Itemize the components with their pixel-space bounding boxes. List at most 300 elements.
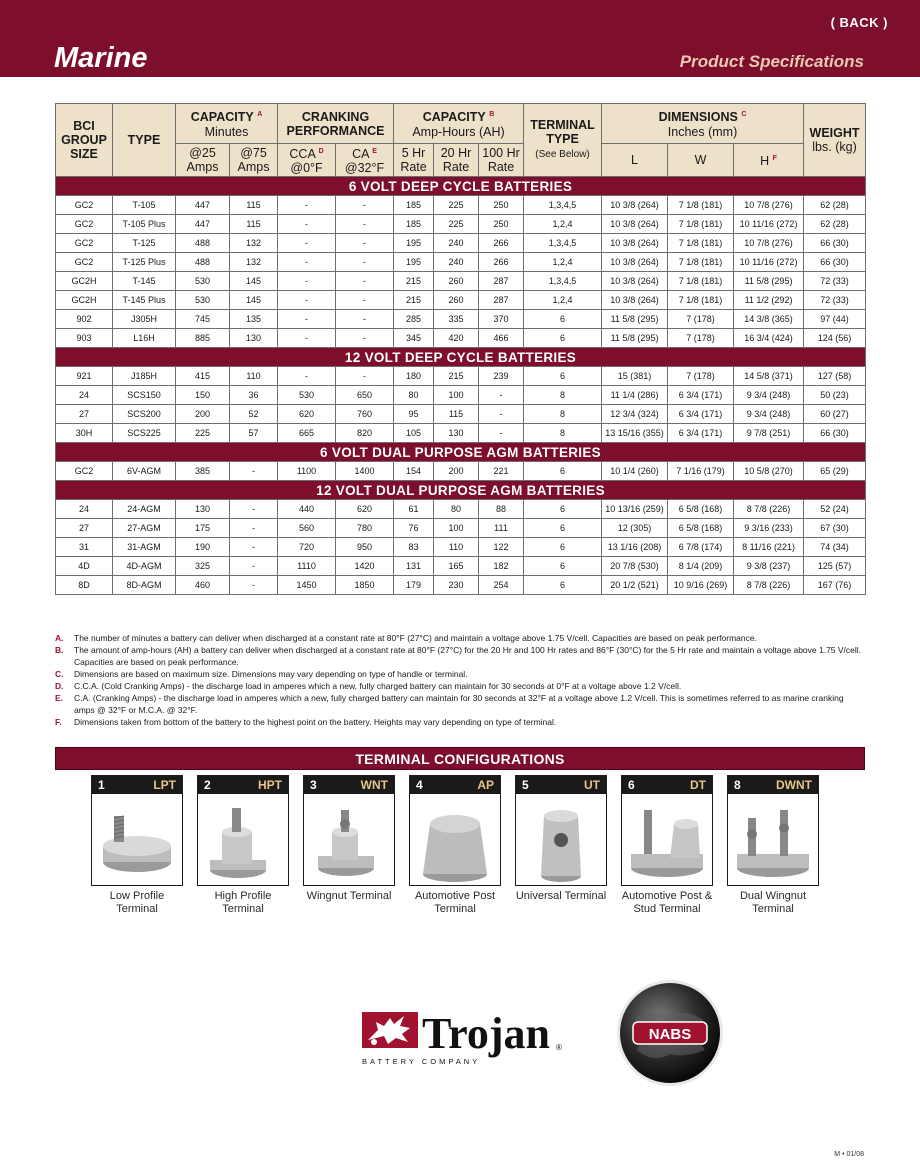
terminal-code: WNT: [360, 778, 388, 792]
table-cell: -: [278, 253, 336, 272]
footnote-text: The number of minutes a battery can deliver when discharged at a constant rate at 80°F (27°C) and maintain a voltage above 1.75 V/cell. Capacities are based on peak performance.: [74, 633, 757, 643]
table-cell: GC2: [56, 215, 113, 234]
table-cell: 215: [394, 291, 434, 310]
col-capacity-min: CAPACITY $^A$ Minutes: [176, 104, 278, 144]
table-cell: 130: [434, 424, 479, 443]
table-cell: 95: [394, 405, 434, 424]
table-cell: 10 1/4 (260): [602, 462, 668, 481]
section-title: 12 VOLT DUAL PURPOSE AGM BATTERIES: [56, 481, 866, 500]
table-row: [56, 272, 866, 291]
table-cell: 10 3/8 (264): [602, 291, 668, 310]
table-cell: 83: [394, 538, 434, 557]
table-row: [56, 367, 866, 386]
table-cell: -: [336, 253, 394, 272]
table-cell: GC2: [56, 234, 113, 253]
terminal-number: 2: [204, 778, 211, 792]
table-row: [56, 291, 866, 310]
table-cell: 650: [336, 386, 394, 405]
spec-table: [55, 103, 866, 595]
footnote-letter: C.: [55, 669, 64, 679]
terminal-box: [515, 775, 607, 886]
table-cell: 74 (34): [804, 538, 866, 557]
table-cell: 31-AGM: [113, 538, 176, 557]
back-link[interactable]: ( BACK ): [830, 15, 888, 30]
section-header: [56, 177, 866, 196]
col-20hr: 20 Hr Rate: [434, 144, 479, 177]
table-cell: 110: [230, 367, 278, 386]
terminal-tab: [410, 776, 500, 794]
table-row: [56, 538, 866, 557]
terminal-box: [409, 775, 501, 886]
terminal-box: [91, 775, 183, 886]
table-cell: 620: [278, 405, 336, 424]
section-title: 12 VOLT DEEP CYCLE BATTERIES: [56, 348, 866, 367]
col-bci: BCI GROUP SIZE: [56, 104, 113, 177]
table-cell: 415: [176, 367, 230, 386]
terminal-box: [727, 775, 819, 886]
table-cell: 10 7/8 (276): [734, 234, 804, 253]
table-cell: 560: [278, 519, 336, 538]
table-cell: 240: [434, 234, 479, 253]
col-width: W: [668, 144, 734, 177]
table-cell: 135: [230, 310, 278, 329]
table-cell: 10 11/16 (272): [734, 215, 804, 234]
terminal-card: [515, 775, 607, 903]
table-row: [56, 234, 866, 253]
col-5hr: 5 Hr Rate: [394, 144, 434, 177]
table-cell: -: [278, 310, 336, 329]
table-cell: T-145: [113, 272, 176, 291]
table-cell: 88: [479, 500, 524, 519]
wingnut-terminal-icon: [304, 794, 394, 886]
table-cell: 239: [479, 367, 524, 386]
table-cell: 488: [176, 234, 230, 253]
terminal-card: [409, 775, 501, 916]
terminal-label: Automotive Post Terminal: [414, 890, 496, 915]
terminal-label: Wingnut Terminal: [306, 890, 392, 902]
table-cell: GC2: [56, 196, 113, 215]
table-cell: 6: [524, 538, 602, 557]
table-cell: 9 3/16 (233): [734, 519, 804, 538]
terminal-tab: [198, 776, 288, 794]
table-cell: 111: [479, 519, 524, 538]
terminal-tab: [304, 776, 394, 794]
table-cell: 4D-AGM: [113, 557, 176, 576]
table-cell: 7 1/8 (181): [668, 196, 734, 215]
table-cell: 195: [394, 253, 434, 272]
table-cell: 6: [524, 462, 602, 481]
col-75-amps: @75 Amps: [230, 144, 278, 177]
table-cell: -: [336, 310, 394, 329]
table-cell: 72 (33): [804, 272, 866, 291]
universal-terminal-icon: [516, 794, 606, 886]
table-cell: -: [278, 272, 336, 291]
table-cell: 903: [56, 329, 113, 348]
table-cell: 8 7/8 (226): [734, 576, 804, 595]
table-cell: 9 3/8 (237): [734, 557, 804, 576]
table-cell: 225: [434, 196, 479, 215]
col-25-amps: @25 Amps: [176, 144, 230, 177]
table-cell: -: [278, 329, 336, 348]
table-cell: J185H: [113, 367, 176, 386]
table-cell: 195: [394, 234, 434, 253]
section-title: 6 VOLT DUAL PURPOSE AGM BATTERIES: [56, 443, 866, 462]
footnote-letter: D.: [55, 681, 64, 691]
table-cell: 16 3/4 (424): [734, 329, 804, 348]
table-row: [56, 310, 866, 329]
footnote-letter: F.: [55, 717, 62, 727]
terminal-label: High Profile Terminal: [214, 890, 272, 915]
table-cell: GC2H: [56, 291, 113, 310]
table-cell: 165: [434, 557, 479, 576]
table-cell: -: [278, 367, 336, 386]
table-cell: 7 1/8 (181): [668, 253, 734, 272]
table-cell: 10 11/16 (272): [734, 253, 804, 272]
table-cell: -: [230, 462, 278, 481]
table-cell: 665: [278, 424, 336, 443]
terminal-box: [197, 775, 289, 886]
table-cell: 11 5/8 (295): [602, 310, 668, 329]
table-cell: 9 3/4 (248): [734, 405, 804, 424]
table-cell: 8: [524, 424, 602, 443]
table-cell: 150: [176, 386, 230, 405]
table-cell: 175: [176, 519, 230, 538]
table-cell: 24: [56, 500, 113, 519]
footnote-text: Dimensions taken from bottom of the battery to the highest point on the battery. Heights may vary depending on type of terminal.: [74, 717, 557, 727]
table-cell: 6 5/8 (168): [668, 519, 734, 538]
terminal-number: 5: [522, 778, 529, 792]
table-cell: 180: [394, 367, 434, 386]
table-cell: 145: [230, 272, 278, 291]
table-cell: -: [336, 367, 394, 386]
footnote: [55, 692, 865, 716]
table-cell: 215: [394, 272, 434, 291]
terminal-config-title: TERMINAL CONFIGURATIONS: [55, 747, 865, 770]
table-cell: 11 1/4 (286): [602, 386, 668, 405]
table-cell: 1110: [278, 557, 336, 576]
table-cell: T-125 Plus: [113, 253, 176, 272]
footnote: [55, 632, 865, 644]
table-row: [56, 576, 866, 595]
table-cell: 57: [230, 424, 278, 443]
col-weight: WEIGHT lbs. (kg): [804, 104, 866, 177]
table-cell: 260: [434, 272, 479, 291]
table-cell: 254: [479, 576, 524, 595]
table-cell: 62 (28): [804, 196, 866, 215]
table-cell: 14 5/8 (371): [734, 367, 804, 386]
table-cell: 760: [336, 405, 394, 424]
table-cell: -: [479, 386, 524, 405]
table-cell: 7 1/8 (181): [668, 215, 734, 234]
col-cranking: CRANKING PERFORMANCE: [278, 104, 394, 144]
table-cell: 24: [56, 386, 113, 405]
col-dimensions: DIMENSIONS $^C$ Inches (mm): [602, 104, 804, 144]
table-cell: J305H: [113, 310, 176, 329]
footnote-text: C.C.A. (Cold Cranking Amps) - the discharge load in amperes which a new, fully charged battery can maintain for 30 seconds at 0°F at a voltage above 1.2 V/cell.: [74, 681, 682, 691]
table-cell: 12 (305): [602, 519, 668, 538]
table-cell: -: [479, 424, 524, 443]
table-cell: 6: [524, 367, 602, 386]
table-cell: -: [230, 519, 278, 538]
section-title: 6 VOLT DEEP CYCLE BATTERIES: [56, 177, 866, 196]
table-cell: 9 3/4 (248): [734, 386, 804, 405]
table-cell: 1,3,4,5: [524, 272, 602, 291]
page-subtitle: Product Specifications: [679, 52, 864, 71]
terminal-card: [197, 775, 289, 916]
terminal-number: 4: [416, 778, 423, 792]
high-profile-terminal-icon: [198, 794, 288, 886]
table-cell: SCS225: [113, 424, 176, 443]
table-cell: 7 (178): [668, 310, 734, 329]
table-cell: 215: [434, 367, 479, 386]
table-cell: 1,2,4: [524, 253, 602, 272]
table-cell: 447: [176, 215, 230, 234]
footnote: [55, 680, 865, 692]
table-cell: 6 3/4 (171): [668, 424, 734, 443]
table-cell: 8D: [56, 576, 113, 595]
table-cell: 167 (76): [804, 576, 866, 595]
table-cell: 10 3/8 (264): [602, 253, 668, 272]
table-cell: 8 7/8 (226): [734, 500, 804, 519]
table-cell: 885: [176, 329, 230, 348]
table-cell: 76: [394, 519, 434, 538]
table-cell: 11 5/8 (295): [602, 329, 668, 348]
table-cell: 10 13/16 (259): [602, 500, 668, 519]
table-cell: 266: [479, 253, 524, 272]
trojan-logo: [360, 1004, 565, 1070]
table-cell: 8D-AGM: [113, 576, 176, 595]
table-cell: -: [278, 215, 336, 234]
table-cell: 250: [479, 215, 524, 234]
table-cell: 12 3/4 (324): [602, 405, 668, 424]
table-cell: GC2H: [56, 272, 113, 291]
table-cell: 7 1/8 (181): [668, 272, 734, 291]
table-cell: 7 1/16 (179): [668, 462, 734, 481]
table-cell: 185: [394, 196, 434, 215]
table-cell: 950: [336, 538, 394, 557]
table-cell: 132: [230, 253, 278, 272]
table-cell: 230: [434, 576, 479, 595]
table-cell: 6 5/8 (168): [668, 500, 734, 519]
trojan-wordmark: Trojan: [422, 1009, 550, 1058]
table-cell: 65 (29): [804, 462, 866, 481]
table-cell: 6V-AGM: [113, 462, 176, 481]
table-cell: 100: [434, 519, 479, 538]
table-cell: 8: [524, 386, 602, 405]
table-cell: 221: [479, 462, 524, 481]
table-cell: 110: [434, 538, 479, 557]
table-row: [56, 462, 866, 481]
table-cell: 100: [434, 386, 479, 405]
col-height: H $^F$: [734, 144, 804, 177]
post-stud-terminal-icon: [622, 794, 712, 886]
table-cell: 20 7/8 (530): [602, 557, 668, 576]
table-cell: 10 5/8 (270): [734, 462, 804, 481]
table-cell: 20 1/2 (521): [602, 576, 668, 595]
table-cell: 10 3/8 (264): [602, 215, 668, 234]
terminal-code: AP: [477, 778, 494, 792]
table-cell: 447: [176, 196, 230, 215]
table-cell: 921: [56, 367, 113, 386]
table-cell: 182: [479, 557, 524, 576]
footnote-letter: E.: [55, 693, 64, 703]
table-cell: 13 15/16 (355): [602, 424, 668, 443]
table-cell: 11 5/8 (295): [734, 272, 804, 291]
table-cell: 80: [434, 500, 479, 519]
table-cell: 30H: [56, 424, 113, 443]
table-cell: SCS150: [113, 386, 176, 405]
table-cell: -: [336, 329, 394, 348]
table-cell: 820: [336, 424, 394, 443]
table-cell: 6: [524, 576, 602, 595]
table-cell: 10 9/16 (269): [668, 576, 734, 595]
terminal-tab: [516, 776, 606, 794]
terminal-label: Dual Wingnut Terminal: [739, 890, 807, 915]
table-cell: 97 (44): [804, 310, 866, 329]
table-cell: 1850: [336, 576, 394, 595]
table-cell: 6: [524, 557, 602, 576]
table-cell: 6 7/8 (174): [668, 538, 734, 557]
table-row: [56, 329, 866, 348]
terminal-code: DWNT: [776, 778, 812, 792]
col-length: L: [602, 144, 668, 177]
table-cell: 31: [56, 538, 113, 557]
table-cell: 66 (30): [804, 424, 866, 443]
terminal-label: Low Profile Terminal: [109, 890, 165, 915]
table-cell: 122: [479, 538, 524, 557]
dual-wingnut-terminal-icon: [728, 794, 818, 886]
table-cell: 7 1/8 (181): [668, 291, 734, 310]
table-cell: 902: [56, 310, 113, 329]
table-row: [56, 500, 866, 519]
table-cell: 1,3,4,5: [524, 234, 602, 253]
table-cell: 62 (28): [804, 215, 866, 234]
table-cell: 8 1/4 (209): [668, 557, 734, 576]
table-cell: -: [230, 557, 278, 576]
terminal-number: 1: [98, 778, 105, 792]
table-cell: -: [230, 576, 278, 595]
table-row: [56, 253, 866, 272]
page-title: Marine: [54, 42, 148, 74]
footnote-letter: A.: [55, 633, 64, 643]
table-cell: 132: [230, 234, 278, 253]
nabs-logo: [615, 978, 725, 1088]
table-cell: T-125: [113, 234, 176, 253]
table-row: [56, 405, 866, 424]
table-cell: 260: [434, 291, 479, 310]
table-cell: 287: [479, 291, 524, 310]
table-cell: 10 3/8 (264): [602, 272, 668, 291]
table-cell: 8: [524, 405, 602, 424]
table-cell: 115: [230, 215, 278, 234]
table-cell: -: [336, 215, 394, 234]
table-cell: 13 1/16 (208): [602, 538, 668, 557]
terminal-code: LPT: [153, 778, 176, 792]
terminal-number: 8: [734, 778, 741, 792]
terminal-tab: [728, 776, 818, 794]
table-cell: GC2: [56, 253, 113, 272]
table-cell: -: [278, 291, 336, 310]
table-cell: 67 (30): [804, 519, 866, 538]
terminal-card: [303, 775, 395, 903]
col-capacity-ah: CAPACITY $^B$ Amp-Hours (AH): [394, 104, 524, 144]
terminal-number: 3: [310, 778, 317, 792]
table-cell: -: [230, 538, 278, 557]
table-cell: 72 (33): [804, 291, 866, 310]
table-cell: 4D: [56, 557, 113, 576]
trojan-registered: ®: [556, 1043, 562, 1052]
terminal-card: [727, 775, 819, 916]
footnote: [55, 668, 865, 680]
table-cell: 1100: [278, 462, 336, 481]
table-cell: 325: [176, 557, 230, 576]
table-cell: 370: [479, 310, 524, 329]
table-row: [56, 196, 866, 215]
table-cell: 530: [278, 386, 336, 405]
footnote-text: Dimensions are based on maximum size. Dimensions may vary depending on type of handle or terminal.: [74, 669, 468, 679]
table-cell: 179: [394, 576, 434, 595]
terminal-label: Automotive Post & Stud Terminal: [621, 890, 713, 915]
table-cell: 10 7/8 (276): [734, 196, 804, 215]
terminal-box: [303, 775, 395, 886]
table-cell: 185: [394, 215, 434, 234]
table-cell: 745: [176, 310, 230, 329]
table-cell: 130: [176, 500, 230, 519]
terminal-code: DT: [690, 778, 706, 792]
table-cell: 466: [479, 329, 524, 348]
table-cell: 345: [394, 329, 434, 348]
table-cell: 1420: [336, 557, 394, 576]
table-cell: 27: [56, 405, 113, 424]
terminal-box: [621, 775, 713, 886]
table-cell: 488: [176, 253, 230, 272]
table-cell: 250: [479, 196, 524, 215]
footnote-text: The amount of amp-hours (AH) a battery can deliver when discharged at a constant rate at 80°F (27°C) for the 20 Hr and 100 Hr rates and 86°F (30°C) for the 5 Hr rate and maintain a voltage above 1.75 V/cell. Capacities are based on peak performance.: [74, 645, 862, 667]
table-cell: 335: [434, 310, 479, 329]
pegasus-icon: [362, 1012, 418, 1048]
table-cell: 130: [230, 329, 278, 348]
col-ca: CA $^E$ @32°F: [336, 144, 394, 177]
table-cell: 131: [394, 557, 434, 576]
table-cell: 285: [394, 310, 434, 329]
table-cell: -: [479, 405, 524, 424]
table-cell: -: [336, 196, 394, 215]
table-row: [56, 424, 866, 443]
terminal-label: Universal Terminal: [515, 890, 607, 902]
table-cell: 385: [176, 462, 230, 481]
table-cell: 154: [394, 462, 434, 481]
terminal-tab: [622, 776, 712, 794]
table-cell: 52 (24): [804, 500, 866, 519]
col-cca: CCA $^D$ @0°F: [278, 144, 336, 177]
footnotes: [55, 632, 865, 728]
table-cell: T-105 Plus: [113, 215, 176, 234]
table-row: [56, 215, 866, 234]
table-cell: 50 (23): [804, 386, 866, 405]
footnote: [55, 716, 865, 728]
table-cell: 125 (57): [804, 557, 866, 576]
section-header: [56, 481, 866, 500]
table-cell: GC2: [56, 462, 113, 481]
terminal-code: HPT: [258, 778, 282, 792]
footnote: [55, 644, 865, 668]
table-cell: -: [336, 234, 394, 253]
table-cell: 145: [230, 291, 278, 310]
table-row: [56, 557, 866, 576]
table-cell: 124 (56): [804, 329, 866, 348]
table-cell: T-105: [113, 196, 176, 215]
table-cell: 66 (30): [804, 234, 866, 253]
